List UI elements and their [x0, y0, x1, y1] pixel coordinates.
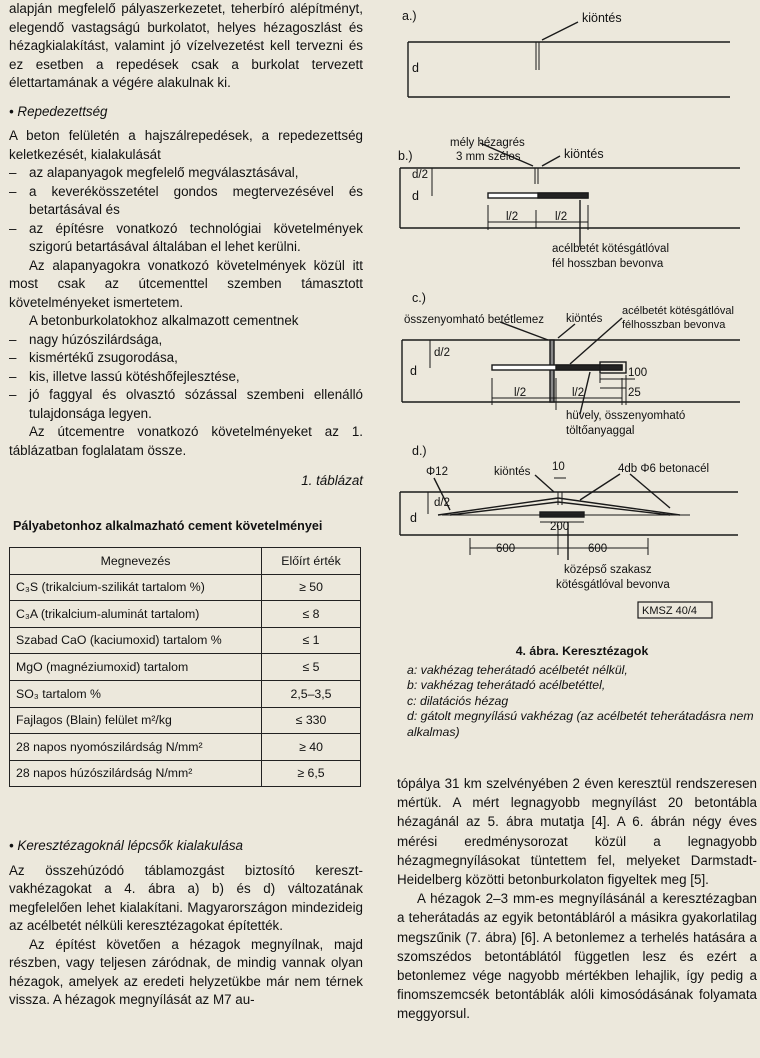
figure-text: kiöntés [582, 11, 622, 25]
list-item: – az építésre vonatkozó technológiai követelmények szigorú betartásával általában el lehet kerülni. [9, 220, 363, 254]
figure-label-d: d.) [412, 444, 427, 458]
table-header: Megnevezés [10, 548, 262, 575]
figure-text: l/2 [514, 387, 527, 399]
table-cell: SO₃ tartalom % [10, 680, 262, 707]
figure-text: fél hosszban bevonva [552, 258, 664, 270]
figure-text: d/2 [434, 347, 450, 359]
figure-text: töltőanyaggal [566, 425, 635, 437]
figure-text: 25 [628, 387, 641, 399]
table-cell: ≤ 330 [262, 707, 361, 734]
table-cell: C₃S (trikalcium-szilikát tartalom %) [10, 574, 262, 601]
figure-text: kiöntés [564, 147, 604, 161]
figure-text: összenyomható betétlemez [404, 314, 544, 326]
figure-text: 600 [588, 543, 608, 555]
figure-text: 4db Φ6 betonacél [618, 463, 710, 475]
figure-label-c: c.) [412, 291, 426, 305]
figure-caption [407, 644, 757, 740]
cement-requirements-table [9, 547, 361, 787]
table-row [10, 760, 361, 787]
table-cell: C₃A (trikalcium-aluminát tartalom) [10, 601, 262, 628]
figure-text: 200 [550, 521, 570, 533]
figure-text: 10 [552, 461, 565, 473]
list-item: – kismértékű zsugorodása, [9, 350, 178, 365]
figure-text: mély hézagrés [450, 137, 525, 149]
figure-caption-line: a: vakhézag teherátadó acélbetét nélkül, [407, 662, 628, 677]
paragraph: A hézagok 2–3 mm-es megnyílásánál a keresztézagban a teherátadás az egyik betontábláról a másikra gyakorlatilag megszűnik (7. ábra) [6]. A betonlemez a terhelés hatására a szomszédos betontáblától független lesz és ezért a betonlemez vége nagyobb mértékben lehajlik, így pedig a finomszemcsék betontáblák alóli kimosódásának folyamata meggyorsul. [397, 891, 757, 1022]
table-cell: 2,5–3,5 [262, 680, 361, 707]
table-cell: ≥ 6,5 [262, 760, 361, 787]
table-title: Pályabetonhoz alkalmazható cement követelményei [13, 518, 323, 533]
table-row [10, 707, 361, 734]
section-heading-steps: • Keresztézagoknál lépcsők kialakulása [9, 838, 243, 854]
table-cell: Fajlagos (Blain) felület m²/kg [10, 707, 262, 734]
figure-text: kiöntés [566, 313, 603, 325]
figure-label-a: a.) [402, 9, 417, 23]
table-cell: ≤ 1 [262, 627, 361, 654]
paragraph-intro: alapján megfelelő pályaszerkezetet, teherbíró alépítményt, elegendő vastagságú burkolatot, helyes hézagoszlást és hézagkialakítást, valamint jó vízelvezetést kell tervezni és ez esetben a repedések csak a burkolat tervezett élettartamának a végére alakulnak ki. [9, 1, 363, 90]
figure-label-b: b.) [398, 149, 413, 163]
figure-caption-line: b: vakhézag teherátadó acélbetéttel, [407, 678, 606, 692]
figure-text: d [412, 189, 419, 203]
figure-text: középső szakasz [564, 564, 652, 576]
figure-4-joint-drawings [390, 0, 760, 625]
table-cell: 28 napos nyomószilárdság N/mm² [10, 734, 262, 761]
list-item: – a keverékösszetétel gondos megtervezésével és betartásával és [9, 183, 363, 217]
section-heading-cracking: • Repedezettség [9, 103, 108, 119]
right-column-text [397, 774, 757, 1024]
list-item: – kis, illetve lassú kötéshőfejlesztése, [9, 368, 240, 384]
figure-text: d/2 [434, 497, 450, 509]
paragraph: A betonburkolatokhoz alkalmazott cementnek [29, 313, 299, 328]
table-row [10, 574, 361, 601]
table-cell: 28 napos húzószilárdság N/mm² [10, 760, 262, 787]
table-cell: ≥ 40 [262, 734, 361, 761]
figure-text: 3 mm széles [456, 151, 521, 163]
figure-text: l/2 [572, 387, 585, 399]
figure-text: 100 [628, 367, 648, 379]
figure-title: 4. ábra. Keresztézagok [515, 644, 649, 658]
list-item: – az alapanyagok megfelelő megválasztásával, [9, 165, 299, 180]
table-cell: ≤ 8 [262, 601, 361, 628]
table-caption: 1. táblázat [301, 473, 363, 488]
paragraph: A beton felületén a hajszálrepedések, a repedezettség keletkezését, kialakulását [9, 128, 363, 162]
figure-text: hüvely, összenyomható [566, 410, 686, 422]
figure-text: kötésgátlóval bevonva [556, 579, 670, 591]
figure-text: félhosszban bevonva [622, 319, 726, 331]
figure-text: d [412, 61, 419, 75]
list-item: – jó faggyal és olvasztó sózással szembeni ellenálló tulajdonsága legyen. [9, 387, 363, 421]
table-row [10, 654, 361, 681]
list-item: – nagy húzószilárdsága, [9, 331, 163, 347]
figure-caption-line: d: gátolt megnyílású vakhézag (az acélbetét teherátadásra nem alkalmas) [407, 709, 754, 739]
table-cell: ≤ 5 [262, 654, 361, 681]
paragraph: Az összehúzódó táblamozgást biztosító kereszt-vakhézagokat a 4. ábra a) b) és d) változatának megfelelően lehet kialakítani. Magyarországon mindezideig az acélbetét nélküli keresztézagokat építették. [9, 862, 363, 934]
table-row [10, 734, 361, 761]
table-row [10, 627, 361, 654]
figure-caption-line: c: dilatációs hézag [407, 693, 509, 708]
table-cell: ≥ 50 [262, 574, 361, 601]
figure-text: l/2 [555, 211, 568, 223]
figure-text: acélbetét kötésgátlóval [622, 305, 734, 317]
paragraph: Az alapanyagokra vonatkozó követelmények közül itt most csak az útcementtel szemben támasztott követelményeket ismertetem. [9, 257, 363, 310]
figure-text: d [410, 511, 417, 525]
figure-text: kiöntés [494, 466, 531, 478]
figure-text: 600 [496, 543, 516, 555]
table-cell: MgO (magnéziumoxid) tartalom [10, 654, 262, 681]
table-header: Előírt érték [262, 548, 361, 575]
paragraph: Az útcementre vonatkozó követelményeket az 1. táblázatban foglalatam össze. [9, 424, 363, 458]
paragraph: tópálya 31 km szelvényében 2 éven keresztül rendszeresen mértük. A mért legnagyobb megnyílást 20 betontábla hézagánál az 5. ábra mutatja [4]. A 6. ábrán négy éves mérési eredménysorozat közül a legnagyobb hézagmegnyílásokat tüntettem fel, melyeket Darmstadt-Heidelberg közötti betonburkolaton figyeltek meg [5]. [397, 776, 757, 888]
table-cell: Szabad CaO (kaciumoxid) tartalom % [10, 627, 262, 654]
table-row [10, 680, 361, 707]
figure-text: acélbetét kötésgátlóval [552, 243, 669, 255]
paragraph: Az építést követően a hézagok megnyílnak, majd részben, vagy teljesen záródnak, de mindig vannak olyan hézagok, amelyek az eredeti helyzetükbe már nem térnek vissza. A hézagok megnyílását az M7 au- [9, 936, 363, 1008]
table-row [10, 601, 361, 628]
figure-stamp: KMSZ 40/4 [642, 605, 698, 617]
figure-text: l/2 [506, 211, 519, 223]
left-column [9, 0, 363, 1010]
figure-text: d/2 [412, 169, 428, 181]
figure-text: d [410, 364, 417, 378]
figure-text: Φ12 [426, 466, 448, 478]
